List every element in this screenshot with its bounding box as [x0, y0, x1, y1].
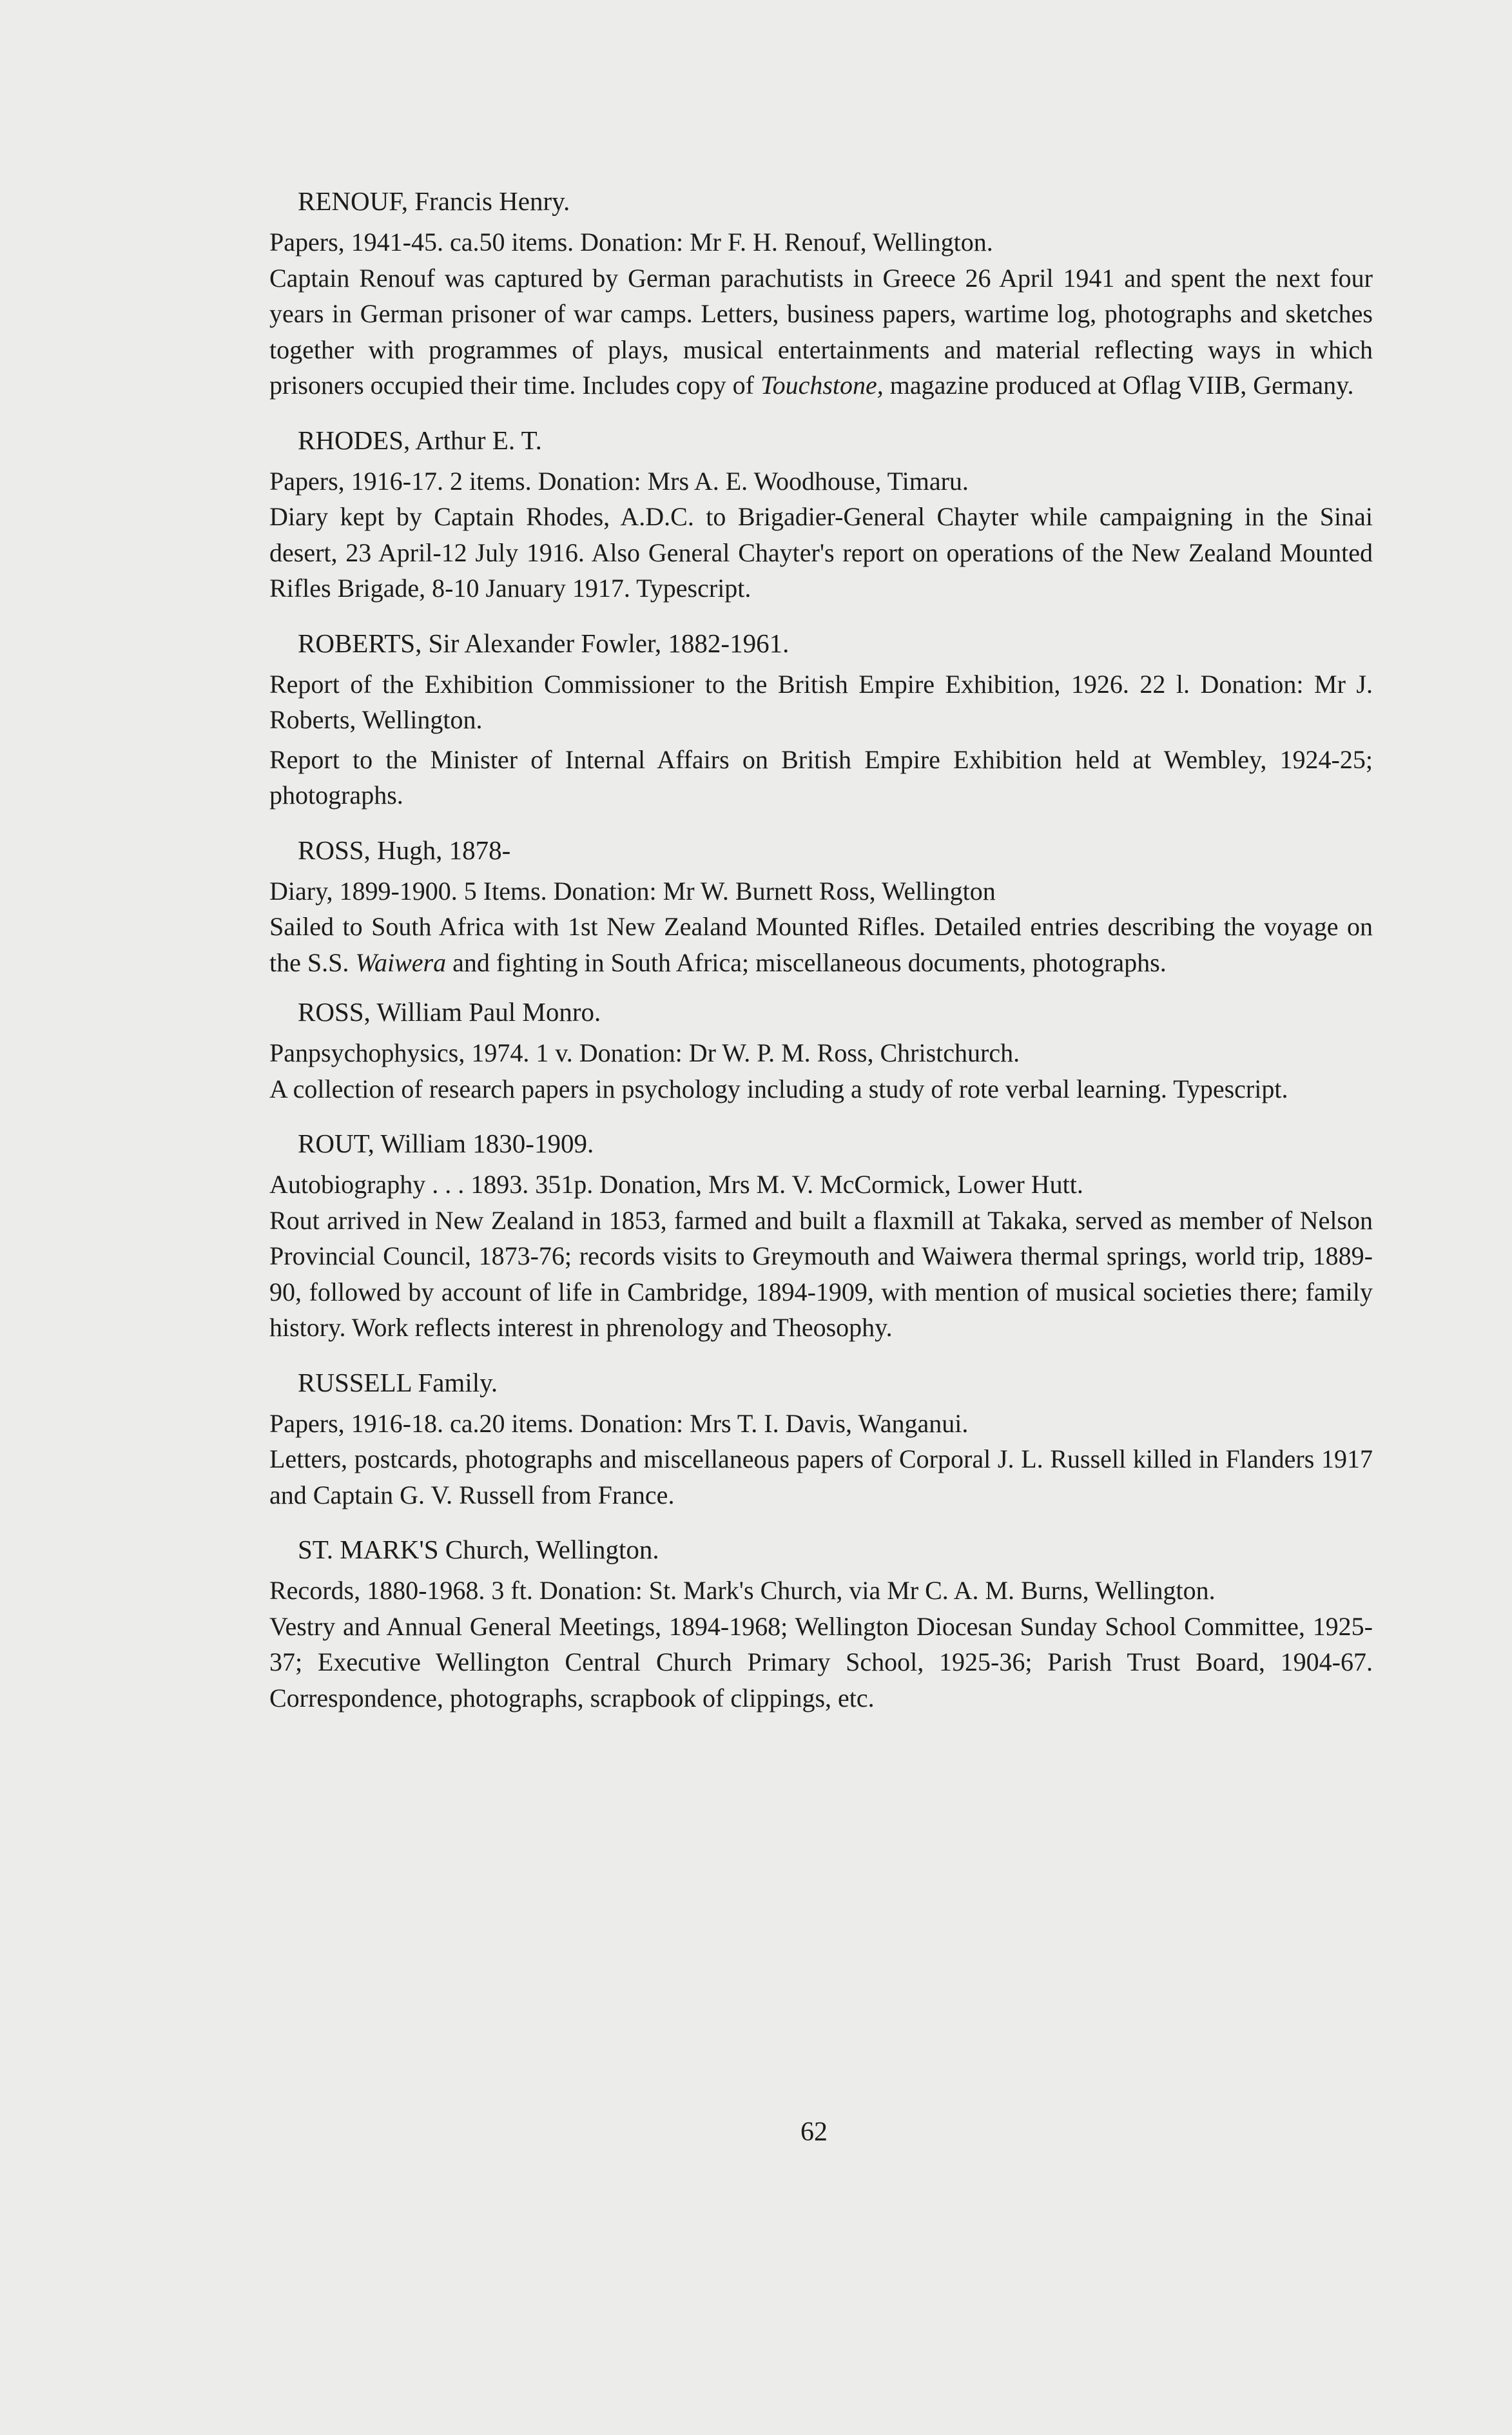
description-text: magazine produced at Oflag VIIB, Germany. [883, 371, 1354, 400]
entry-heading: ROSS, Hugh, 1878- [298, 835, 511, 865]
catalogue-page [269, 184, 1373, 1716]
entry-holding-line: Panpsychophysics, 1974. 1 v. Donation: Dr W. P. M. Ross, Christchurch. [269, 1038, 1020, 1067]
entry-holding-line: Papers, 1916-17. 2 items. Donation: Mrs A. E. Woodhouse, Timaru. [269, 466, 969, 496]
entry-roberts [269, 626, 1373, 813]
entry-ross-hugh [269, 833, 1373, 981]
entry-russell [269, 1365, 1373, 1513]
entry-heading: ROUT, William 1830-1909. [298, 1129, 594, 1158]
description-text: Sailed to South Africa with 1st New Zealand Mounted Rifles. Detailed entries describing the voyage on the S.S. [269, 912, 1373, 977]
entry-description: Report to the Minister of Internal Affairs on British Empire Exhibition held at Wembley, 1924-25; photographs. [269, 744, 1373, 810]
entry-holding-line: Diary, 1899-1900. 5 Items. Donation: Mr W. Burnett Ross, Wellington [269, 876, 996, 906]
entry-description: Vestry and Annual General Meetings, 1894-1968; Wellington Diocesan Sunday School Committee, 1925-37; Executive Wellington Central Church Primary School, 1925-36; Parish Trust Board, 1904-67. Correspondence, photographs, scrapbook of clippings, etc. [269, 1611, 1373, 1712]
entry-heading: ST. MARK'S Church, Wellington. [298, 1535, 659, 1564]
entry-description: Letters, postcards, photographs and miscellaneous papers of Corporal J. L. Russell killed in Flanders 1917 and Captain G. V. Russell from France. [269, 1444, 1373, 1509]
entry-st-marks [269, 1532, 1373, 1716]
description-text: Captain Renouf was captured by German parachutists in Greece 26 April 1941 and spent the next four years in German prisoner of war camps. Letters, business papers, wartime log, photographs and sketches together with programmes of plays, musical entertainments and material reflecting ways in which prisoners occupied their time. Includes copy of [269, 263, 1373, 400]
entry-description [269, 909, 1373, 980]
entry-holding-line: Records, 1880-1968. 3 ft. Donation: St. Mark's Church, via Mr C. A. M. Burns, Wellington. [269, 1576, 1216, 1605]
entry-holding-line: Papers, 1916-18. ca.20 items. Donation: Mrs T. I. Davis, Wanganui. [269, 1408, 969, 1438]
entry-description: A collection of research papers in psychology including a study of rote verbal learning. Typescript. [269, 1074, 1288, 1103]
entry-rout [269, 1126, 1373, 1346]
entry-description: Rout arrived in New Zealand in 1853, farmed and built a flaxmill at Takaka, served as member of Nelson Provincial Council, 1873-76; records visits to Greymouth and Waiwera thermal springs, world trip, 1889-90, followed by account of life in Cambridge, 1894-1909, with mention of musical societies there; family history. Work reflects interest in phrenology and Theosophy. [269, 1205, 1373, 1342]
entry-heading: RUSSELL Family. [298, 1367, 498, 1397]
entry-description [269, 260, 1373, 403]
description-text: and fighting in South Africa; miscellaneous documents, photographs. [446, 947, 1167, 977]
entry-rhodes [269, 423, 1373, 606]
entry-heading: RHODES, Arthur E. T. [298, 425, 542, 455]
description-italic-title: Touchstone, [761, 371, 884, 400]
page-number: 62 [800, 2117, 828, 2147]
entry-heading: ROBERTS, Sir Alexander Fowler, 1882-1961. [298, 628, 790, 658]
entry-heading: ROSS, William Paul Monro. [298, 997, 601, 1027]
entry-ross-william [269, 994, 1373, 1107]
entry-renouf [269, 184, 1373, 403]
description-italic-title: Waiwera [355, 947, 447, 977]
entry-description: Diary kept by Captain Rhodes, A.D.C. to Brigadier-General Chayter while campaigning in the Sinai desert, 23 April-12 July 1916. Also General Chayter's report on operations of the New Zealand Mounted Rifles Brigade, 8-10 January 1917. Typescript. [269, 502, 1373, 603]
entry-heading: RENOUF, Francis Henry. [298, 186, 570, 216]
entry-holding-line: Autobiography . . . 1893. 351p. Donation, Mrs M. V. McCormick, Lower Hutt. [269, 1170, 1083, 1199]
entry-holding-line: Report of the Exhibition Commissioner to the British Empire Exhibition, 1926. 22 l. Donation: Mr J. Roberts, Wellington. [269, 669, 1373, 734]
entry-holding-line: Papers, 1941-45. ca.50 items. Donation: Mr F. H. Renouf, Wellington. [269, 228, 993, 257]
